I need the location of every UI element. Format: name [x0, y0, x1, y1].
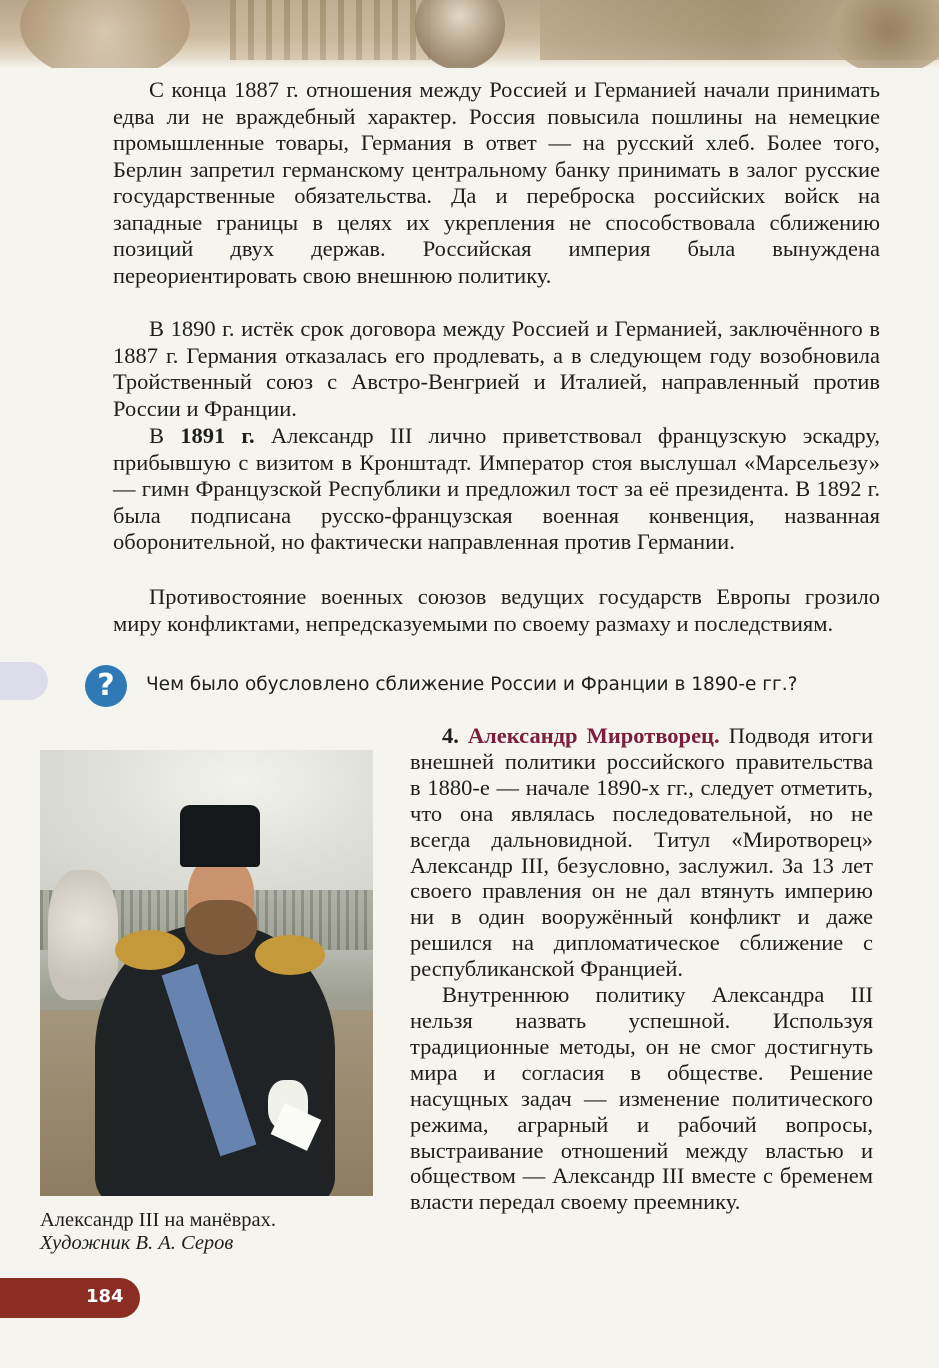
paragraph-body: Александр III лично приветствовал французскую эскадру, прибывшую с визитом в Кронштадт. Император стоя выслушал «Марсельезу» — гимн Французской Республики и предложил тост за её президента. В 1892 г. была подписана русско-французская военная конвенция, названная оборонительной, но фактически направленная против Германии.	[113, 423, 881, 554]
highlighted-year: 1891 г.	[180, 423, 255, 448]
paragraph-kronstadt-1891	[113, 423, 880, 556]
portrait-epaulet-left	[115, 930, 185, 970]
portrait-epaulet-right	[255, 935, 325, 975]
header-decoration	[0, 0, 939, 68]
paragraph-prefix: В	[149, 423, 181, 448]
portrait-horse	[48, 870, 118, 1000]
review-question: Чем было обусловлено сближение России и Франции в 1890-е гг.?	[146, 674, 798, 695]
portrait-alexander-iii	[40, 750, 373, 1196]
corner-ornament	[830, 0, 939, 68]
medallion-ornament	[20, 0, 190, 68]
caption-author: Художник В. А. Серов	[40, 1232, 234, 1254]
section-title: Александр Миротворец.	[467, 723, 720, 748]
portrait-beard	[185, 900, 257, 955]
section-text-1: Подводя итоги внешней политики российского правительства в 1880-е — начале 1890-х гг., следует отметить, что она являлась последовательной, но не всегда дальновидной. Титул «Миротворец» Александр III, безусловно, заслужил. За 13 лет своего правления он не дал втянуть империю ни в один вооружённый конфликт и даже решился на дипломатическое сближение с республиканской Францией.	[410, 723, 873, 982]
paragraph-military-alliances: Противостояние военных союзов ведущих государств Европы грозило миру конфликтами, непредсказуемыми по своему размаху и последствиям.	[113, 584, 880, 636]
caption-title: Александр III на манёврах.	[40, 1209, 277, 1231]
section-alexander-peacemaker	[410, 723, 873, 1215]
paragraph-relations-1887: С конца 1887 г. отношения между Россией и Германией начали принимать едва ли не враждебный характер. Россия повысила пошлины на немецкие промышленные товары, Германия в ответ — на русский хлеб. Более того, Берлин запретил германскому центральному банку принимать в залог русские государственные обязательства. Да и переброска российских войск на западные границы в целях их укрепления не способствовала сближению позиций двух держав. Российская империя была вынуждена переориентировать свою внешнюю политику.	[113, 77, 880, 288]
colonnade-ornament	[230, 0, 430, 60]
portrait-medallion	[415, 0, 505, 68]
paragraph-treaty-1890: В 1890 г. истёк срок договора между Россией и Германией, заключённого в 1887 г. Германия отказалась его продлевать, а в следующем году возобновила Тройственный союз с Австро-Венгрией и Италией, направленный против России и Франции.	[113, 316, 880, 421]
figure-caption	[40, 1209, 380, 1255]
portrait-hat	[180, 805, 260, 867]
page-number: 184	[86, 1286, 124, 1307]
section-paragraph-1	[410, 723, 873, 982]
section-paragraph-2: Внутреннюю политику Александра III нельзя назвать успешной. Используя традиционные методы, он не смог достигнуть мира и согласия в обществе. Решение насущных задач — изменение политического режима, аграрный и рабочий вопросы, выстраивание отношений между властью и обществом — Александр III вместе с бременем власти передал своему преемнику.	[410, 982, 873, 1215]
section-number: 4.	[442, 723, 459, 748]
question-icon: ?	[85, 665, 127, 707]
question-margin-tab	[0, 662, 48, 700]
